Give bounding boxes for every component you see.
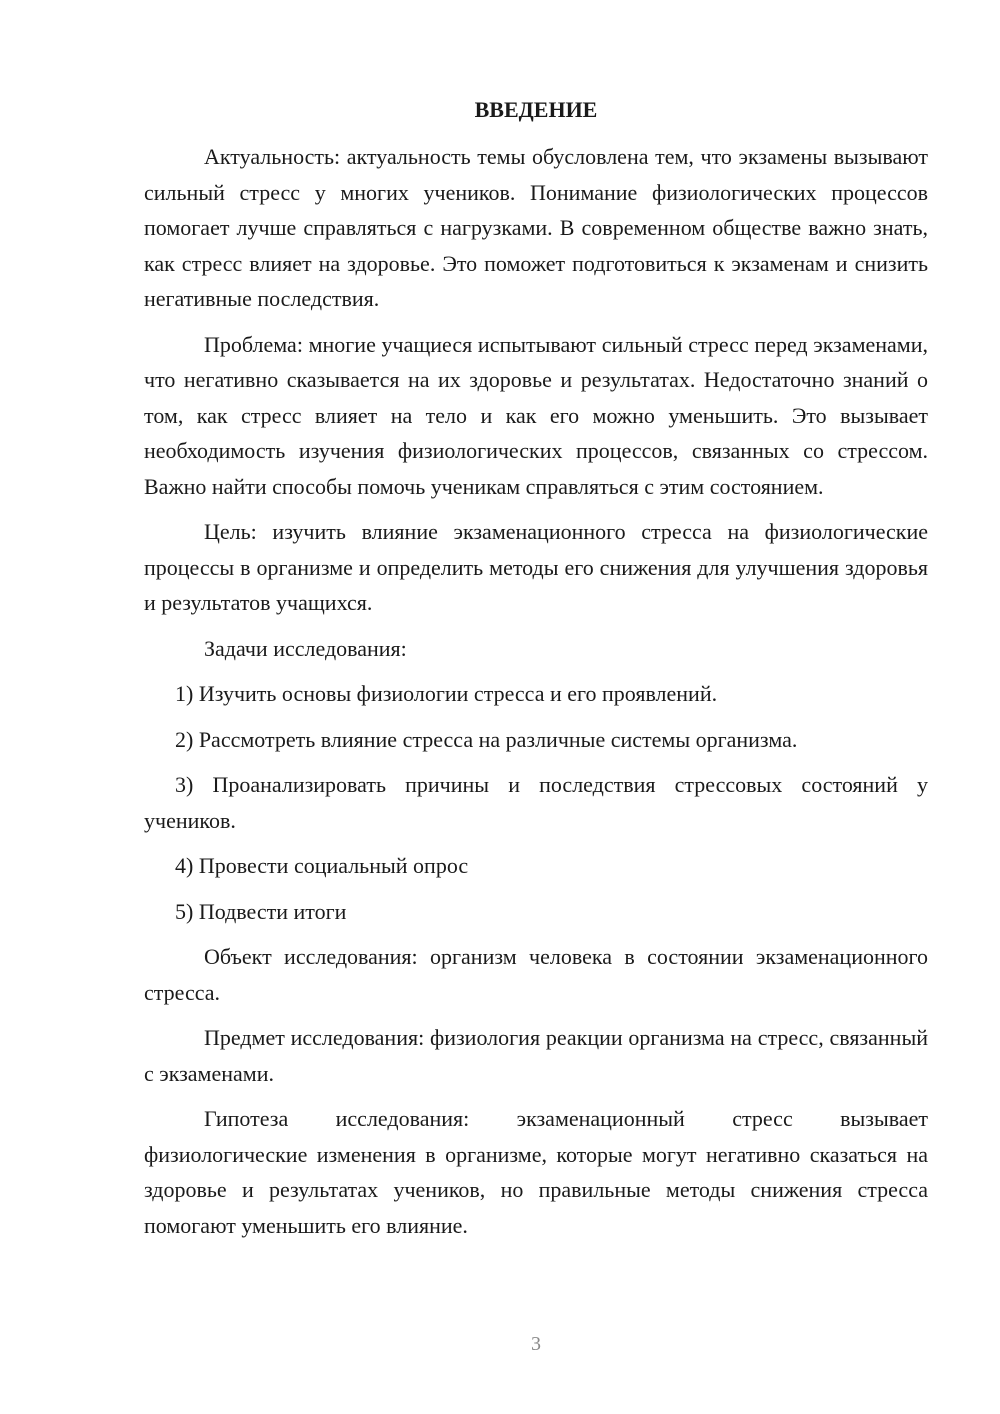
paragraph-subject: Предмет исследования: физиология реакции организма на стресс, связанный с экзаменами. — [144, 1025, 928, 1086]
task-item: 3) Проанализировать причины и последствия стрессовых состояний у учеников. — [144, 772, 928, 833]
paragraph-relevance: Актуальность: актуальность темы обусловлена тем, что экзамены вызывают сильный стресс у многих учеников. Понимание физиологических процессов помогает лучше справляться с нагрузками. В современном обществе важно знать, как стресс влияет на здоровье. Это поможет подготовиться к экзаменам и снизить негативные последствия. — [144, 144, 928, 311]
paragraph-goal: Цель: изучить влияние экзаменационного стресса на физиологические процессы в организме и определить методы его снижения для улучшения здоровья и результатов учащихся. — [144, 519, 928, 615]
document-page — [144, 92, 928, 1253]
page-title: ВВЕДЕНИЕ — [474, 97, 598, 122]
task-item: 2) Рассмотреть влияние стресса на различные системы организма. — [175, 726, 798, 752]
task-item: 4) Провести социальный опрос — [175, 853, 469, 878]
task-item: 5) Подвести итоги — [175, 898, 347, 924]
paragraph-object: Объект исследования: организм человека в состоянии экзаменационного стресса. — [144, 944, 928, 1005]
page-number: 3 — [531, 1333, 541, 1355]
paragraph-hypothesis: Гипотеза исследования: экзаменационный стресс вызывает физиологические изменения в организме, которые могут негативно сказаться на здоровье и результатах учеников, но правильные методы снижения стресса помогают уменьшить его влияние. — [144, 1106, 928, 1238]
paragraph-problem: Проблема: многие учащиеся испытывают сильный стресс перед экзаменами, что негативно сказывается на их здоровье и результатах. Недостаточно знаний о том, как стресс влияет на тело и как его можно уменьшить. Это вызывает необходимость изучения физиологических процессов, связанных со стрессом. Важно найти способы помочь ученикам справляться с этим состоянием. — [144, 331, 928, 499]
task-item: 1) Изучить основы физиологии стресса и его проявлений. — [175, 681, 718, 706]
paragraph-tasks-heading: Задачи исследования: — [204, 635, 407, 661]
